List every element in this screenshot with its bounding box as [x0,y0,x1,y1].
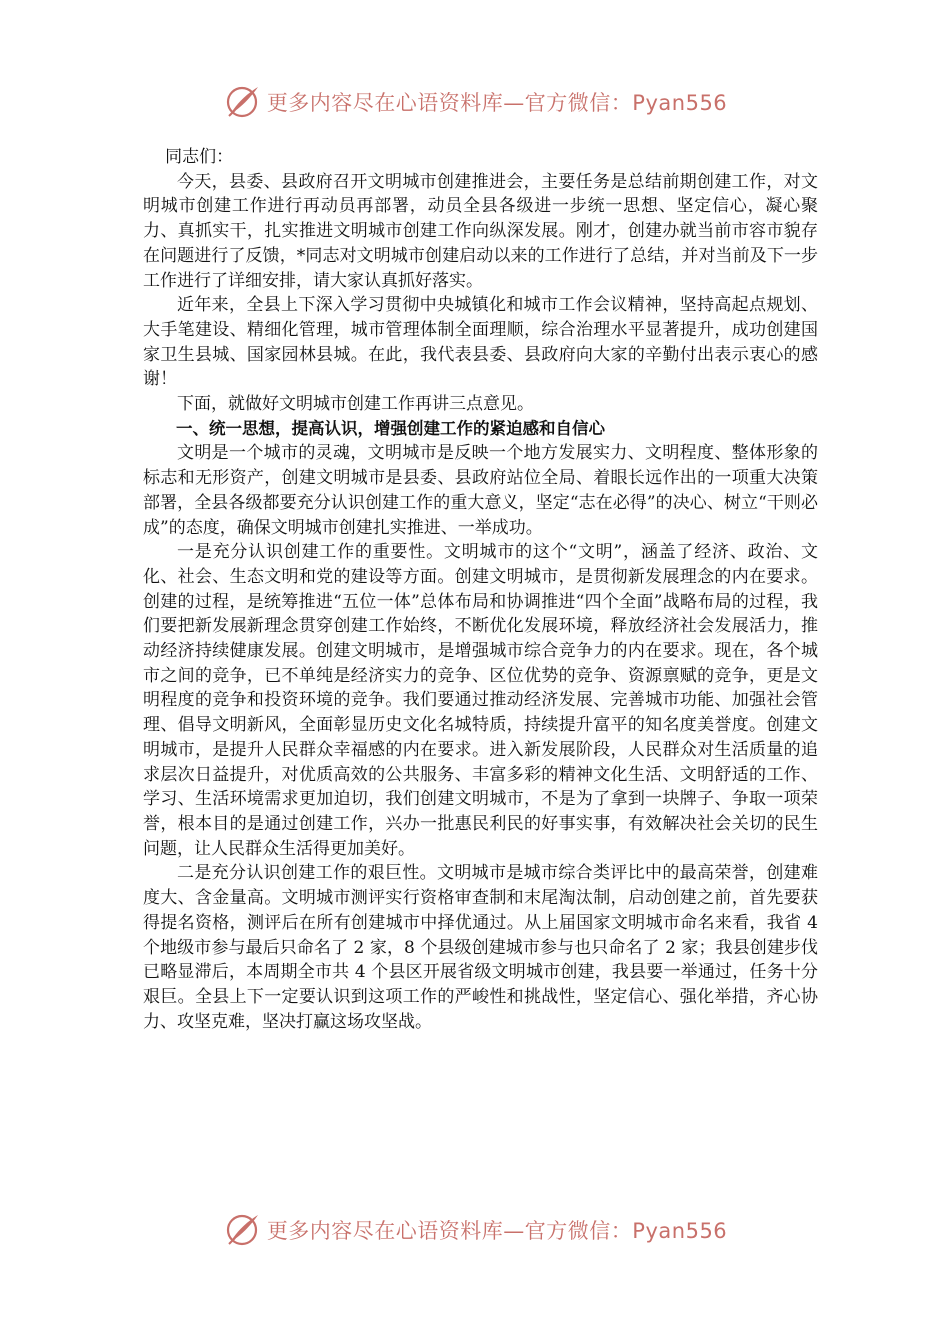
greeting: 同志们： [165,147,234,167]
paragraph: 近年来，全县上下深入学习贯彻中央城镇化和城市工作会议精神，坚持高起点规划、大手笔建设、精细化管理，城市管理体制全面理顺，综合治理水平显著提升，成功创建国家卫生县城、国家园林县城。在此，我代表县委、县政府向大家的辛勤付出表示衷心的感谢！ [143,295,818,390]
paragraph: 今天，县委、县政府召开文明城市创建推进会，主要任务是总结前期创建工作，对文明城市创建工作进行再动员再部署，动员全县各级进一步统一思想、坚定信心，凝心聚力、真抓实干，扎实推进文明城市创建工作向纵深发展。刚才，创建办就当前市容市貌存在问题进行了反馈，*同志对文明城市创建启动以来的工作进行了总结，并对当前及下一步工作进行了详细安排，请大家认真抓好落实。 [143,171,818,291]
document-body [143,145,818,1034]
paragraph: 二是充分认识创建工作的艰巨性。文明城市是城市综合类评比中的最高荣誉，创建难度大、含金量高。文明城市测评实行资格审查制和末尾淘汰制，启动创建之前，首先要获得提名资格，测评后在所有创建城市中择优通过。从上届国家文明城市命名来看，我省 4 个地级市参与最后只命名了 2 家，8 个县级创建城市参与也只命名了 2 家；我县创建步伐已略显滞后，本周期全市共 4 个县区开展省级文明城市创建，我县要一举通过，任务十分艰巨。全县上下一定要认识到这项工作的严峻性和挑战性，坚定信心、强化举措，齐心协力、攻坚克难，坚决打赢这场攻坚战。 [143,863,818,1032]
paragraph: 下面，就做好文明城市创建工作再讲三点意见。 [177,394,534,415]
banner-text: 更多内容尽在心语资料库—官方微信：Pyan556 [266,1219,728,1243]
quill-logo-icon [223,82,263,122]
section-heading: 一、统一思想，提高认识，增强创建工作的紧迫感和自信心 [176,418,605,438]
footer-banner [0,1208,950,1252]
banner-text: 更多内容尽在心语资料库—官方微信：Pyan556 [266,91,728,115]
paragraph: 一是充分认识创建工作的重要性。文明城市的这个“文明”，涵盖了经济、政治、文化、社会、生态文明和党的建设等方面。创建文明城市，是贯彻新发展理念的内在要求。创建的过程，是统筹推进“五位一体”总体布局和协调推进“四个全面”战略布局的过程，我们要把新发展新理念贯穿创建工作始终，不断优化发展环境，释放经济社会发展活力，推动经济持续健康发展。创建文明城市，是增强城市综合竞争力的内在要求。现在，各个城市之间的竞争，已不单纯是经济实力的竞争、区位优势的竞争、资源禀赋的竞争，更是文明程度的竞争和投资环境的竞争。我们要通过推动经济发展、完善城市功能、加强社会管理、倡导文明新风，全面彰显历史文化名城特质，持续提升富平的知名度美誉度。创建文明城市，是提升人民群众幸福感的内在要求。进入新发展阶段，人民群众对生活质量的追求层次日益提升，对优质高效的公共服务、丰富多彩的精神文化生活、文明舒适的工作、学习、生活环境需求更加迫切，我们创建文明城市，不是为了拿到一块牌子、争取一项荣誉，根本目的是通过创建工作，兴办一批惠民利民的好事实事，有效解决社会关切的民生问题，让人民群众生活得更加美好。 [143,542,818,859]
paragraph: 文明是一个城市的灵魂，文明城市是反映一个地方发展实力、文明程度、整体形象的标志和无形资产，创建文明城市是县委、县政府站位全局、着眼长远作出的一项重大决策部署，全县各级都要充分认识创建工作的重大意义，坚定“志在必得”的决心、树立“干则必成”的态度，确保文明城市创建扎实推进、一举成功。 [143,443,818,538]
header-banner [0,80,950,124]
quill-logo-icon [223,1210,263,1250]
